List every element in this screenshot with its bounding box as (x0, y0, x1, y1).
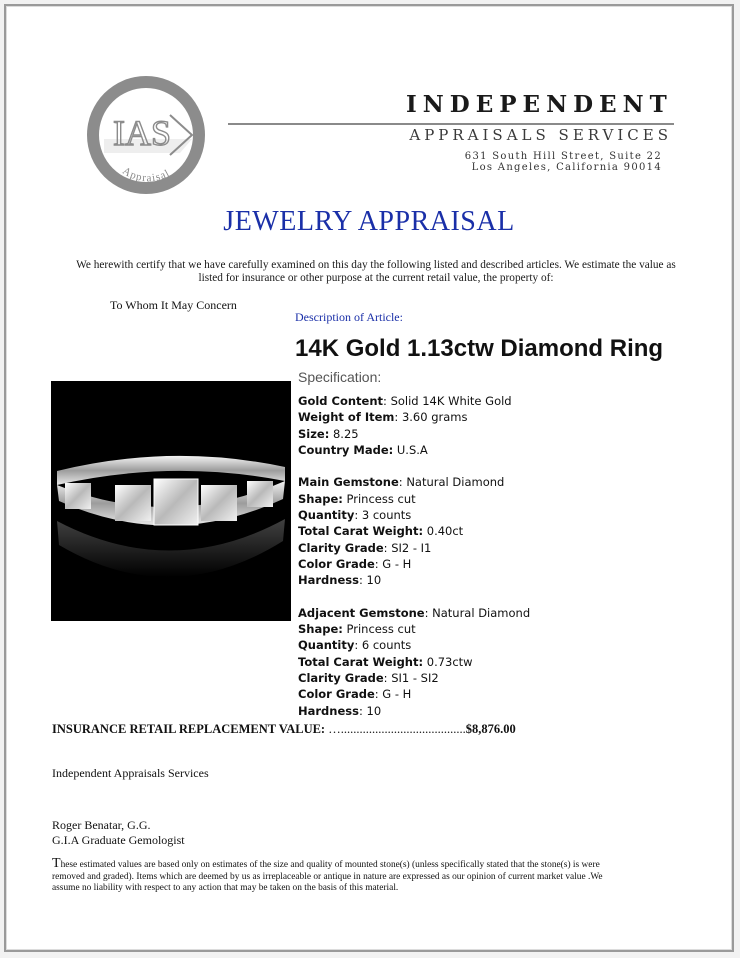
spec-row: Shape: Princess cut (298, 622, 416, 637)
spec-row: Total Carat Weight: 0.73ctw (298, 654, 473, 669)
spec-row: Color Grade: G - H (298, 556, 412, 571)
appraisal-page (4, 4, 734, 952)
address-line-2: Los Angeles, California 90014 (471, 162, 662, 173)
insurance-value-label: INSURANCE RETAIL REPLACEMENT VALUE: (52, 722, 326, 736)
disclaimer-initial: T (52, 856, 61, 871)
leader-dots: …........................................ (328, 722, 466, 736)
ring-photo (51, 381, 291, 621)
company-name: INDEPENDENT (406, 91, 673, 118)
spec-row: Adjacent Gemstone: Natural Diamond (298, 605, 531, 620)
company-header (406, 91, 672, 144)
spec-row: Hardness: 10 (298, 573, 382, 588)
spec-row: Size: 8.25 (298, 426, 359, 441)
company-address (465, 151, 662, 173)
signer-name: Roger Benatar, G.G. (52, 818, 151, 832)
insurance-value-amount: $8,876.00 (465, 722, 516, 736)
spec-row: Weight of Item: 3.60 grams (298, 410, 468, 425)
spec-row: Color Grade: G - H (298, 687, 412, 702)
logo-monogram: IAS (112, 113, 172, 153)
spec-row: Clarity Grade: SI2 - I1 (298, 540, 432, 555)
insurance-value-line (52, 722, 516, 737)
spec-row: Total Carat Weight: 0.40ct (298, 524, 464, 539)
logo-ring-text: Appraisal (120, 164, 173, 185)
ias-appraisal-logo (84, 73, 208, 197)
header-rule (228, 123, 674, 125)
spec-row: Clarity Grade: SI1 - SI2 (298, 671, 439, 686)
spec-row: Hardness: 10 (298, 703, 382, 718)
intro-paragraph: We herewith certify that we have carefully examined on this day the following listed and described articles. We estimate the value as listed for insurance or other purpose at the current retail value, the property of: (76, 259, 676, 284)
specifications-list (298, 393, 530, 719)
item-title: 14K Gold 1.13ctw Diamond Ring (295, 335, 664, 362)
recipient: To Whom It May Concern (110, 298, 237, 312)
spec-row: Gold Content: Solid 14K White Gold (298, 394, 512, 408)
footer-company: Independent Appraisals Services (52, 766, 209, 780)
disclaimer-text: hese estimated values are based only on estimates of the size and quality of mounted stone(s) (unless specifically stated that the stone(s) is were removed and graded). Items which are deemed by us as irreplaceable or antique in nature are expressed as our opinion of current market value .We assume no liability with respect to any action that may be taken on the basis of this material. (52, 860, 603, 893)
document-title: JEWELRY APPRAISAL (223, 206, 515, 237)
spec-row: Main Gemstone: Natural Diamond (298, 475, 505, 490)
disclaimer (52, 858, 604, 895)
address-line-1: 631 South Hill Street, Suite 22 (464, 151, 662, 162)
company-subtitle: APPRAISALS SERVICES (409, 126, 672, 144)
specification-label: Specification: (298, 369, 382, 385)
spec-row: Quantity: 3 counts (298, 508, 412, 523)
spec-row: Shape: Princess cut (298, 491, 416, 506)
spec-row: Country Made: U.S.A (298, 442, 428, 457)
signer-title: G.I.A Graduate Gemologist (52, 833, 185, 847)
spec-row: Quantity: 6 counts (298, 638, 412, 653)
description-label: Description of Article: (295, 310, 403, 324)
